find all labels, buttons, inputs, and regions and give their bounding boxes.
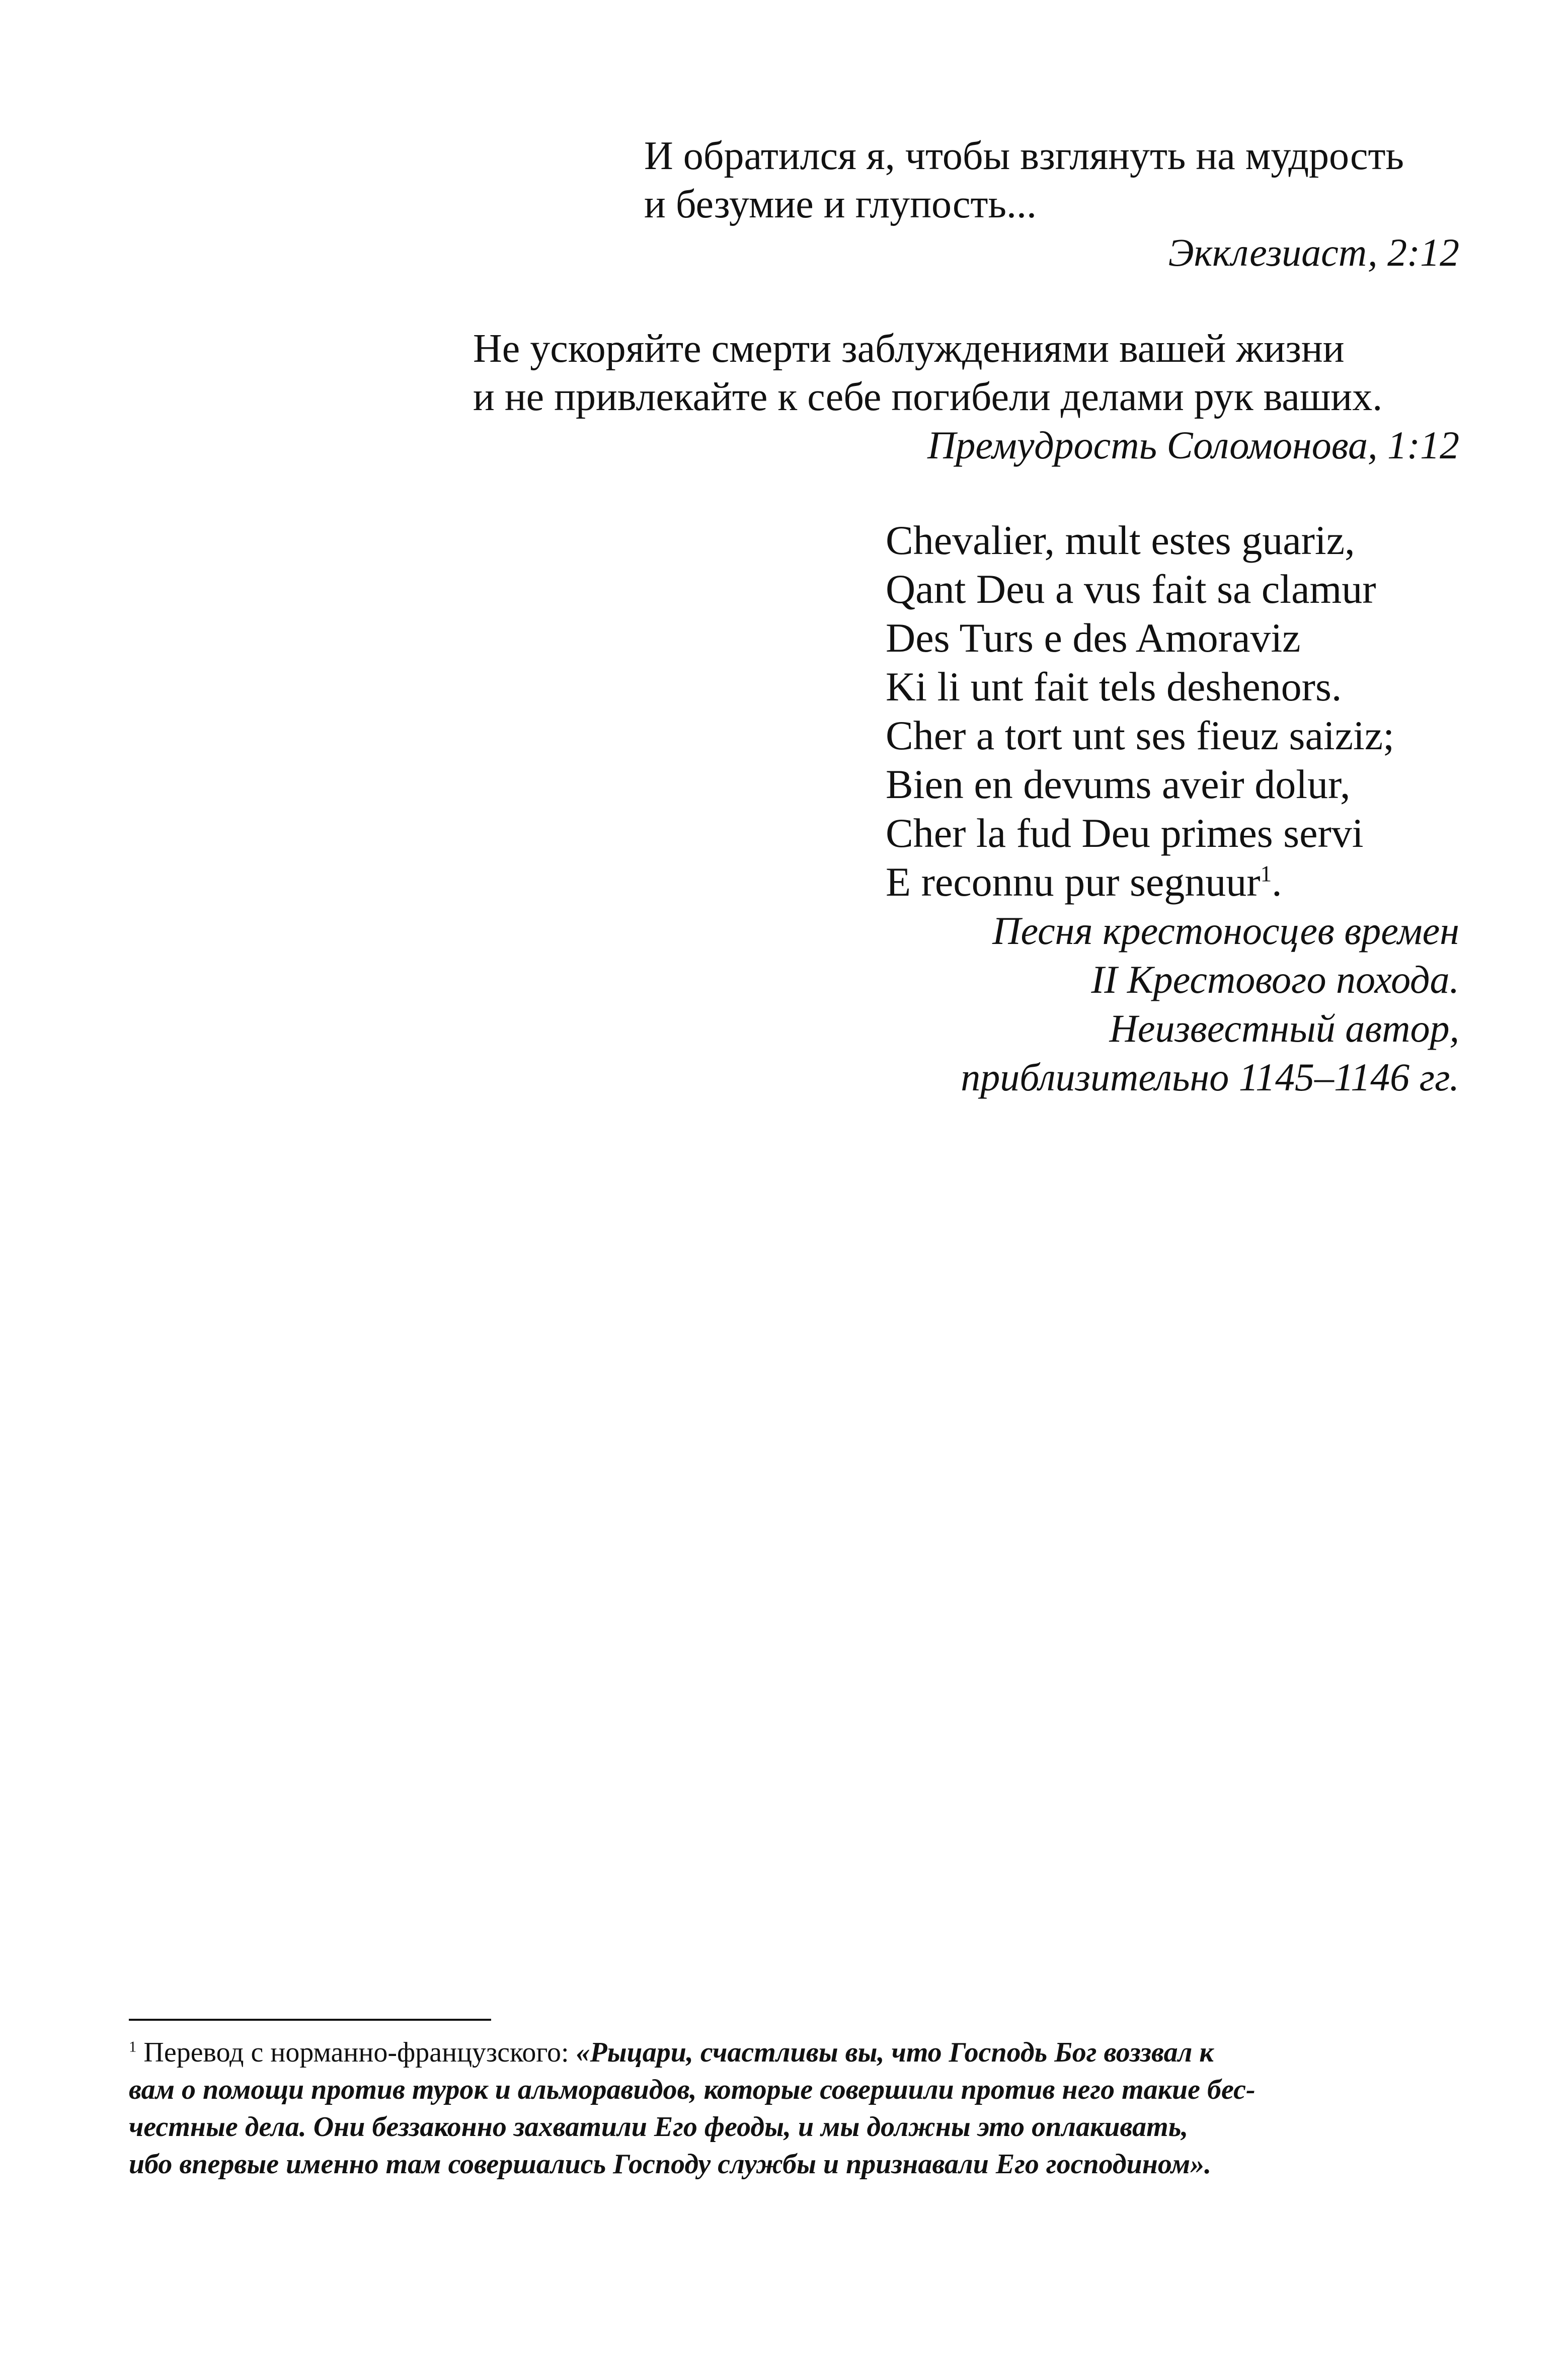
citation-line: Неизвестный автор, bbox=[1109, 1006, 1459, 1050]
footnote-divider bbox=[129, 2019, 491, 2021]
epigraph-wisdom bbox=[473, 325, 1459, 469]
epigraph-line: И обратился я, чтобы взглянуть на мудрость bbox=[644, 134, 1404, 178]
epigraph-crusade-song bbox=[886, 516, 1459, 1101]
epigraph-line: и не привлекайте к себе погибели делами рук ваших. bbox=[473, 375, 1383, 419]
poem-line-text: E reconnu pur segnuur bbox=[886, 859, 1261, 905]
poem-line: Qant Deu a vus fait sa clamur bbox=[886, 566, 1376, 612]
poem-line: Ki li unt fait tels deshenors. bbox=[886, 664, 1342, 709]
footnote-translation: ибо впервые именно там совершались Господу службы и признавали Его господином». bbox=[129, 2149, 1212, 2180]
footnote-line bbox=[129, 2034, 1459, 2071]
footnote-marker: 1 bbox=[129, 2038, 137, 2055]
citation-line: II Крестового похода. bbox=[1091, 958, 1459, 1001]
footnote-translation: честные дела. Они беззаконно захватили Его феоды, и мы должны это оплакивать, bbox=[129, 2111, 1189, 2143]
epigraph-ecclesiastes bbox=[644, 132, 1459, 277]
epigraph-citation: Премудрость Соломонова, 1:12 bbox=[927, 423, 1459, 467]
poem-citation bbox=[886, 906, 1459, 1101]
poem-verses bbox=[886, 516, 1459, 906]
poem-line: Cher a tort unt ses fieuz saiziz; bbox=[886, 713, 1394, 758]
citation-line: Песня крестоносцев времен bbox=[992, 909, 1459, 953]
footnote-translation: «Рыцари, счастливы вы, что Господь Бог воззвал к bbox=[576, 2037, 1214, 2068]
poem-line: Cher la fud Deu primes servi bbox=[886, 810, 1364, 856]
citation-line: приблизительно 1145–1146 гг. bbox=[961, 1055, 1459, 1099]
footnote bbox=[129, 2034, 1459, 2183]
footnote-reference[interactable]: 1 bbox=[1260, 861, 1272, 887]
poem-line-last bbox=[886, 857, 1459, 906]
poem-line: Bien en devums aveir dolur, bbox=[886, 761, 1351, 807]
poem-line: Des Turs e des Amoraviz bbox=[886, 615, 1301, 661]
poem-line-punct: . bbox=[1272, 859, 1282, 905]
epigraph-line: и безумие и глупость... bbox=[644, 182, 1037, 226]
epigraph-line: Не ускоряйте смерти заблуждениями вашей жизни bbox=[473, 327, 1345, 371]
footnote-intro: Перевод с норманно-французского: bbox=[143, 2037, 576, 2068]
epigraph-citation: Экклезиаст, 2:12 bbox=[1168, 230, 1459, 274]
footnote-translation: вам о помощи против турок и альморавидов, которые совершили против него такие бес- bbox=[129, 2074, 1256, 2105]
poem-line: Chevalier, mult estes guariz, bbox=[886, 517, 1355, 563]
